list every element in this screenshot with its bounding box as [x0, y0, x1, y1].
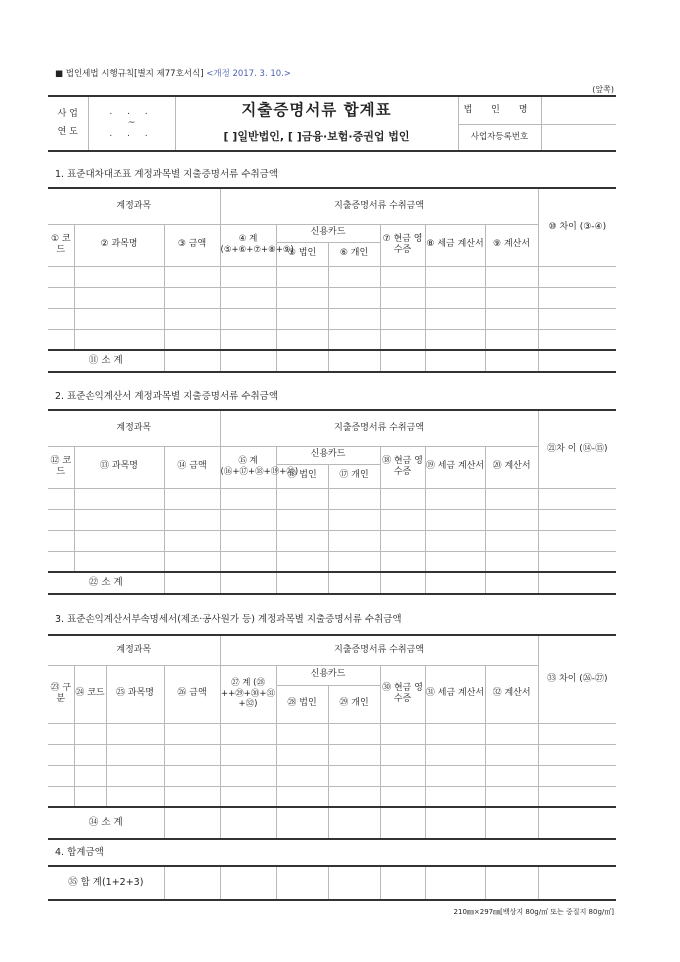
s2-entry-row[interactable]: [48, 551, 616, 572]
s2-entry-row[interactable]: [48, 488, 616, 509]
grand-total-label: ㉟ 합 계(1+2+3): [48, 866, 164, 900]
s1-diff-header: ⑩ 차이 (③-④): [538, 188, 616, 266]
s3-entry-row[interactable]: [48, 786, 616, 807]
s3-inv-header: ㉜ 계산서: [485, 665, 538, 723]
s1-cash-header: ⑦ 현금 영수증: [380, 224, 425, 266]
s3-personal-header: ㉙ 개인: [328, 685, 380, 723]
s2-diff-header: ㉑차 이 (⑭-⑮): [538, 410, 616, 488]
grand-total-row[interactable]: [48, 866, 616, 900]
s2-subtotal-row[interactable]: [48, 572, 616, 594]
s1-receipts-header: 지출증명서류 수취금액: [220, 188, 538, 224]
form-title: 지출증명서류 합계표: [175, 96, 458, 124]
s1-code-header: ① 코드: [48, 224, 74, 266]
title-block: [48, 95, 616, 153]
s3-entry-row[interactable]: [48, 744, 616, 765]
s2-name-header: ⑬ 과목명: [74, 446, 164, 488]
s1-entry-row[interactable]: [48, 287, 616, 308]
s3-card-header: 신용카드: [276, 665, 380, 685]
s3-subtotal-row[interactable]: [48, 807, 616, 839]
s3-amount-header: ㉖ 금액: [164, 665, 220, 723]
s2-inv-header: ⑳ 계산서: [485, 446, 538, 488]
s2-total-header: ⑮ 계 (⑯+⑰+⑱+⑲+⑳): [220, 446, 276, 488]
s1-subtotal-row[interactable]: [48, 350, 616, 372]
section1-table: [48, 187, 616, 373]
s2-personal-header: ⑰ 개인: [328, 464, 380, 488]
section4-table: [48, 865, 616, 901]
section3-table: [48, 634, 616, 840]
period-range[interactable]: [88, 96, 175, 151]
s1-personal-header: ⑥ 개인: [328, 242, 380, 266]
corp-name-label: 법 인 명: [458, 96, 541, 124]
s3-type-header: ㉓ 구분: [48, 665, 74, 723]
s2-code-header: ⑫ 코드: [48, 446, 74, 488]
biz-reg-field[interactable]: [541, 124, 616, 151]
form-regulation-header: [55, 67, 291, 79]
s2-corp-header: ⑯ 법인: [276, 464, 328, 488]
s2-taxinv-header: ⑲ 세금 계산서: [425, 446, 485, 488]
s1-taxinv-header: ⑧ 세금 계산서: [425, 224, 485, 266]
s1-subtotal-label: ⑪ 소 계: [48, 350, 164, 372]
s2-account-header: 계정과목: [48, 410, 220, 446]
biz-reg-label: 사업자등록번호: [458, 124, 541, 151]
corp-type-checkboxes[interactable]: [ ]일반법인, [ ]금융·보험·증권업 법인: [175, 124, 458, 151]
s3-taxinv-header: ㉛ 세금 계산서: [425, 665, 485, 723]
s1-corp-header: ⑤ 법인: [276, 242, 328, 266]
period-to: . . .: [109, 129, 154, 140]
section3-title: 3. 표준손익계산서부속명세서(제조·공사원가 등) 계정과목별 지출증명서류 수취금액: [55, 614, 402, 625]
page-side-label: (앞쪽): [592, 85, 614, 94]
s1-entry-row[interactable]: [48, 266, 616, 287]
s1-account-header: 계정과목: [48, 188, 220, 224]
revision-date: <개정 2017. 3. 10.>: [206, 69, 291, 79]
s3-total-header: ㉗ 계 (㉘++㉙+㉚+㉛+㉜): [220, 665, 276, 723]
s1-name-header: ② 과목명: [74, 224, 164, 266]
s3-diff-header: ㉝ 차이 (㉖-㉗): [538, 635, 616, 723]
s1-total-header: ④ 계 (⑤+⑥+⑦+⑧+⑨): [220, 224, 276, 266]
s3-corp-header: ㉘ 법인: [276, 685, 328, 723]
s3-code-header: ㉔ 코드: [74, 665, 106, 723]
period-from: . . .: [109, 106, 154, 117]
s2-receipts-header: 지출증명서류 수취금액: [220, 410, 538, 446]
period-label-1: 사 업: [57, 109, 78, 120]
paper-spec-footnote: 210㎜×297㎜[백상지 80g/㎡ 또는 중질지 80g/㎡]: [453, 908, 614, 916]
period-label-2: 연 도: [57, 126, 78, 137]
period-label: [48, 96, 88, 151]
s1-inv-header: ⑨ 계산서: [485, 224, 538, 266]
s3-name-header: ㉕ 과목명: [106, 665, 164, 723]
s3-cash-header: ㉚ 현금 영수증: [380, 665, 425, 723]
section1-title: 1. 표준대차대조표 계정과목별 지출증명서류 수취금액: [55, 169, 279, 180]
s2-subtotal-label: ㉒ 소 계: [48, 572, 164, 594]
s1-entry-row[interactable]: [48, 308, 616, 329]
section2-title: 2. 표준손익계산서 계정과목별 지출증명서류 수취금액: [55, 391, 279, 402]
s2-entry-row[interactable]: [48, 509, 616, 530]
s3-receipts-header: 지출증명서류 수취금액: [220, 635, 538, 665]
s2-entry-row[interactable]: [48, 530, 616, 551]
s1-amount-header: ③ 금액: [164, 224, 220, 266]
s2-cash-header: ⑱ 현금 영수증: [380, 446, 425, 488]
s3-subtotal-label: ㉞ 소 계: [48, 807, 164, 839]
period-tilde: ~: [127, 117, 136, 128]
s3-account-header: 계정과목: [48, 635, 220, 665]
section4-title: 4. 합계금액: [55, 847, 104, 858]
s2-card-header: 신용카드: [276, 446, 380, 464]
regulation-text: ■ 법인세법 시행규칙[별지 제77호서식]: [55, 69, 204, 79]
s2-amount-header: ⑭ 금액: [164, 446, 220, 488]
s1-entry-row[interactable]: [48, 329, 616, 350]
s3-entry-row[interactable]: [48, 723, 616, 744]
section2-table: [48, 409, 616, 595]
s1-card-header: 신용카드: [276, 224, 380, 242]
s3-entry-row[interactable]: [48, 765, 616, 786]
corp-name-field[interactable]: [541, 96, 616, 124]
